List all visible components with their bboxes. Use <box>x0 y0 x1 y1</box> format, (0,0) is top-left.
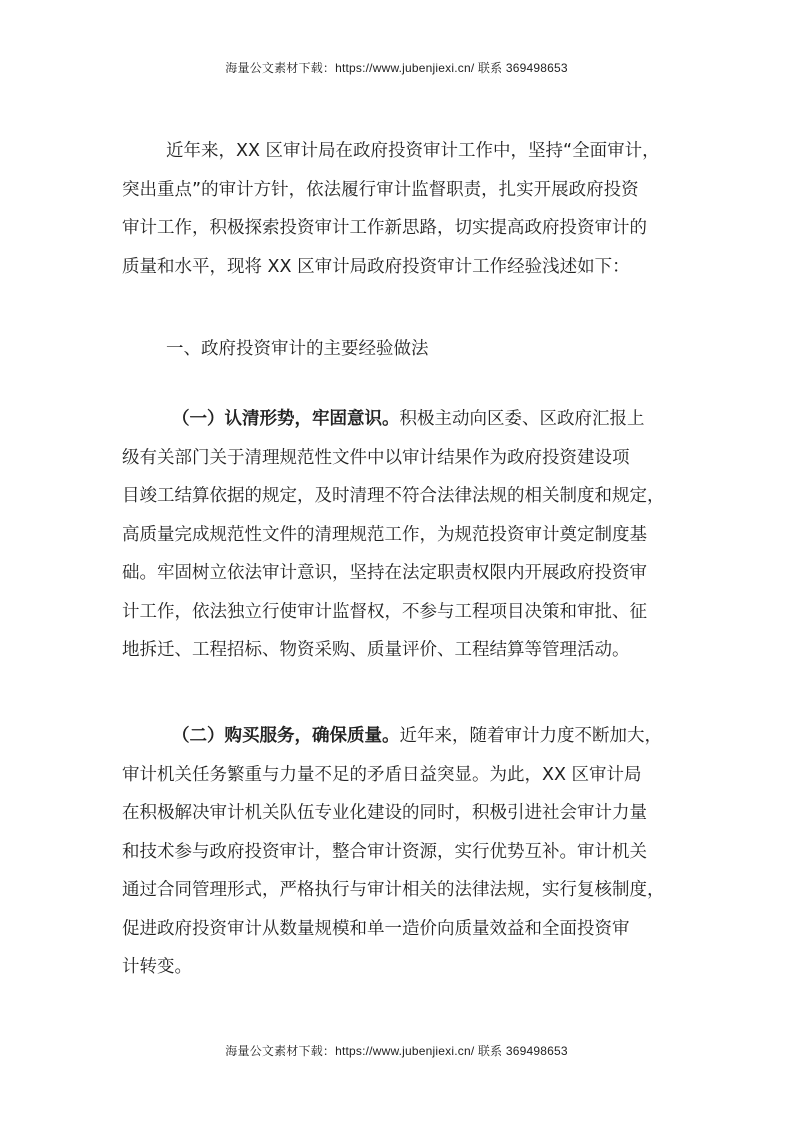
intro-line: 质量和水平，现将 XX 区审计局政府投资审计工作经验浅述如下： <box>122 256 630 277</box>
item-1-lead: （一）认清形势，牢固意识。 <box>172 409 400 429</box>
page-header: 海量公文素材下载：https://www.jubenjiexi.cn/ 联系 369498653 <box>225 61 568 75</box>
section-heading <box>122 330 674 369</box>
item-2-line: 审计机关任务繁重与力量不足的矛盾日益突显。为此，XX 区审计局 <box>122 764 642 785</box>
intro-line: 近年来，XX 区审计局在政府投资审计工作中，坚持“全面审计， <box>166 141 660 161</box>
section-1-heading: 一、政府投资审计的主要经验做法 <box>166 339 429 359</box>
intro-line: 突出重点”的审计方针，依法履行审计监督职责，扎实开展政府投资 <box>122 179 639 200</box>
item-2-line: 通过合同管理形式，严格执行与审计相关的法律法规，实行复核制度， <box>122 880 665 900</box>
intro-line: 审计工作，积极探索投资审计工作新思路，切实提高政府投资审计的 <box>122 218 647 238</box>
item-2-line: 促进政府投资审计从数量规模和单一造价向质量效益和全面投资审 <box>122 918 630 939</box>
item-2-lead: （二）购买服务，确保质量。 <box>172 726 400 746</box>
item-1-first-line <box>122 400 674 439</box>
item-1-line: 础。牢固树立依法审计意识，坚持在法定职责权限内开展政府投资审 <box>122 563 647 583</box>
item-1-line: 计工作，依法独立行使审计监督权，不参与工程项目决策和审批、征 <box>122 601 647 622</box>
item-2-line: 计转变。 <box>122 957 192 977</box>
item-2-first-line <box>122 717 674 756</box>
item-1-first-line-text: 积极主动向区委、区政府汇报上 <box>399 409 645 429</box>
intro-paragraph <box>122 132 674 286</box>
item-2-first-line-text: 近年来，随着审计力度不断加大， <box>399 726 662 746</box>
item-1-line: 高质量完成规范性文件的清理规范工作，为规范投资审计奠定制度基 <box>122 524 647 545</box>
item-1-paragraph <box>122 400 674 670</box>
item-1-line: 地拆迁、工程招标、物资采购、质量评价、工程结算等管理活动。 <box>122 640 630 660</box>
item-2-line: 和技术参与政府投资审计，整合审计资源，实行优势互补。审计机关 <box>122 841 647 862</box>
item-2-line: 在积极解决审计机关队伍专业化建设的同时，积极引进社会审计力量 <box>122 803 647 823</box>
item-1-line: 级有关部门关于清理规范性文件中以审计结果作为政府投资建设项 <box>122 447 630 468</box>
item-2-paragraph <box>122 717 674 987</box>
item-1-line: 目竣工结算依据的规定，及时清理不符合法律法规的相关制度和规定， <box>122 486 665 506</box>
page-footer: 海量公文素材下载：https://www.jubenjiexi.cn/ 联系 369498653 <box>225 1044 568 1058</box>
